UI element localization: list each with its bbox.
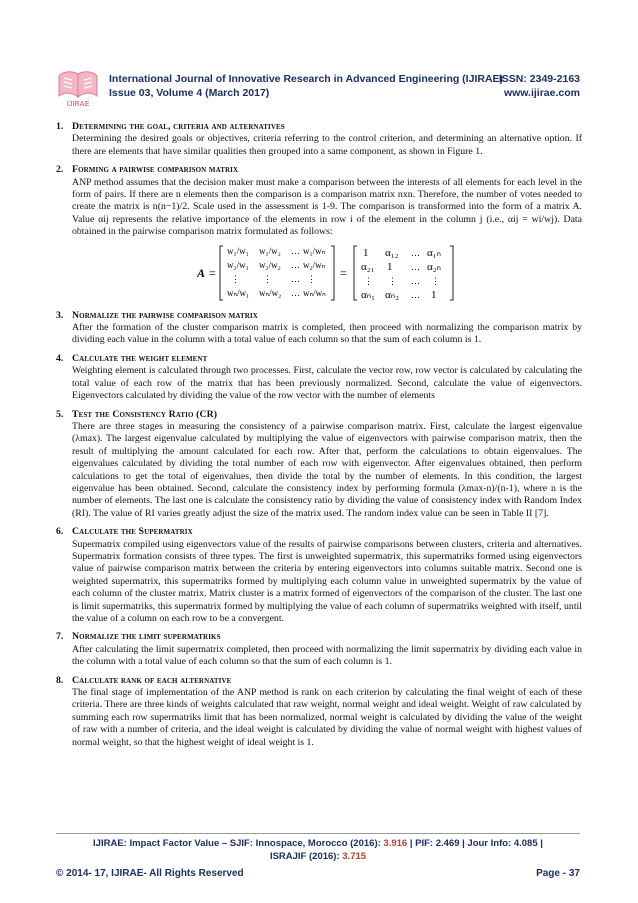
svg-text:…: …	[411, 275, 420, 286]
section-3	[56, 310, 582, 347]
svg-text:=: =	[209, 265, 216, 280]
svg-text:w₁/w₁: w₁/w₁	[227, 245, 249, 256]
svg-text:⋮: ⋮	[364, 275, 373, 286]
impact-factor-prefix: IJIRAE: Impact Factor Value – SJIF: Innospace, Morocco (2016):	[93, 838, 384, 849]
website-link[interactable]: www.ijirae.com	[503, 87, 580, 99]
section-body: The final stage of implementation of the ANP method is rank on each criterion by calculating the final weight of each of these criteria. There are three kinds of weights calculated that raw weight, normal weight and ideal weight. Weight of raw calculated by summing each row supermatriks limit that has been normalized, normal weight is calculated by dividing the value of the weight of raw with a number of criteria, and the ideal weight is calculated by dividing the value of normal weight with highest values of normal weight, so that the highest weight of ideal weight is 1.	[72, 687, 582, 748]
svg-text:w₂/w₂: w₂/w₂	[259, 259, 281, 270]
pairwise-matrix-equation	[72, 242, 582, 304]
page-number: Page - 37	[536, 868, 580, 879]
section-title: Normalize the pairwise comparison matrix	[72, 309, 258, 321]
section-number: 3.	[56, 309, 64, 321]
impact-factor-suffix: | PIF: 2.469 | Jour Info: 4.085 |	[407, 838, 543, 849]
section-title: Calculate the weight element	[72, 352, 208, 364]
svg-text:…: …	[291, 287, 300, 298]
svg-text:⋮: ⋮	[431, 275, 440, 286]
svg-text:α₁ₙ: α₁ₙ	[427, 246, 441, 259]
section-8	[56, 675, 582, 749]
svg-text:…: …	[411, 247, 420, 258]
israjif-line	[56, 851, 580, 862]
svg-text:w₁/w₂: w₁/w₂	[259, 245, 281, 256]
section-4	[56, 353, 582, 403]
section-title: Forming a pairwise comparison matrix	[72, 164, 239, 176]
section-body: ANP method assumes that the decision maker must make a comparison between the interests of all elements for each level in the form of pairs. If there are n elements then the comparison is a comparison matrix nxn. Therefore, the number of votes needed to create the matrix is n(n−1)/2. Scale used in the assessment is 1-9. The comparison is transformed into the form of a matrix A. Value αij represents the relative importance of the elements in row i of the element in the column j (i.e., αij = wi/wj). Data obtained in the pairwise comparison matrix formulated as follows:	[72, 176, 582, 238]
svg-text:wₙ/wₙ: wₙ/wₙ	[303, 287, 326, 298]
svg-text:…: …	[291, 273, 300, 284]
section-body: After calculating the limit supermatrix completed, then proceed with normalizing the limit supermatrix by dividing each value in the column with a total value of each column so that the sum of each column is 1.	[72, 643, 582, 668]
section-title: Determining the goal, criteria and alternatives	[72, 121, 285, 132]
svg-text:1: 1	[431, 288, 437, 301]
svg-text:w₂/w₁: w₂/w₁	[227, 259, 249, 270]
section-7	[56, 631, 582, 668]
section-body: After the formation of the cluster comparison matrix is completed, then proceed with normalizing the comparison matrix by dividing each value in the column with a total value of each column so that the sum of each column is 1.	[72, 322, 582, 346]
svg-text:IJIRAE: IJIRAE	[66, 101, 90, 108]
journal-logo	[56, 68, 100, 108]
sjif-value: 3.916	[383, 838, 408, 849]
svg-text:⋮: ⋮	[307, 273, 316, 284]
svg-text:⋮: ⋮	[263, 273, 272, 284]
svg-text:…: …	[291, 259, 300, 270]
svg-text:w₁/wₙ: w₁/wₙ	[303, 245, 326, 256]
section-body: Weighting element is calculated through two processes. First, calculate the vector row, row vector is calculated by calculating the total value of each row of the matrix that has been previously normalized. Second, calculate the value of eigenvectors. Eigenvectors calculated by dividing the value of the row vector with the number of elements	[72, 365, 582, 402]
svg-text:α₁₂: α₁₂	[385, 246, 399, 259]
svg-text:w₂/wₙ: w₂/wₙ	[303, 259, 326, 270]
svg-text:1: 1	[363, 246, 369, 259]
svg-text:⋮: ⋮	[388, 275, 397, 286]
section-5	[56, 409, 582, 521]
footer-divider	[56, 833, 580, 834]
svg-text:αₙ₂: αₙ₂	[385, 288, 399, 301]
section-body: There are three stages in measuring the consistency of a pairwise comparison matrix. First, calculate the largest eigenvalue (λmax). The largest eigenvalue calculated by multiplying the value of eigenvectors with pairwise comparison matrix, then the result of multiplying the amount calculated for each row. After that, perform the calculations to obtain eigenvalues. The eigenvalues calculated by dividing the total number of each row with eigenvector. After eigenvalues obtained, then perform calculations to get the total of eigenvalues, then divide the total by the number of elements. In this condition, the largest eigenvalue has been obtained. Second, calculate the consistency index by performing formula (λmax-n)/(n-1), where n is the number of elements. The last one is calculate the consistency ratio by dividing the value of consistency index with Random Index (RI). The value of RI varies greatly adjust the size of the matrix used. The random index value can be seen in Table II [7].	[72, 420, 582, 519]
svg-text:wₙ/w₁: wₙ/w₁	[227, 287, 250, 298]
issn: ISSN: 2349-2163	[498, 73, 580, 85]
svg-text:αₙ₁: αₙ₁	[361, 288, 375, 301]
svg-text:1: 1	[387, 260, 393, 273]
israjif-value: 3.715	[342, 851, 367, 862]
issue-info: Issue 03, Volume 4 (March 2017)	[109, 87, 270, 99]
section-title: Normalize the limit supermatriks	[72, 631, 221, 643]
svg-text:α₂ₙ: α₂ₙ	[427, 260, 441, 273]
svg-text:…: …	[291, 245, 300, 256]
copyright: © 2014- 17, IJIRAE- All Rights Reserved	[56, 868, 244, 879]
section-number: 6.	[56, 526, 64, 538]
impact-factor-line	[56, 838, 580, 849]
journal-title: International Journal of Innovative Research in Advanced Engineering (IJIRAE)	[109, 73, 504, 85]
section-number: 8.	[56, 674, 64, 686]
section-number: 4.	[56, 352, 64, 364]
svg-text:⋮: ⋮	[231, 273, 240, 284]
israjif-prefix: ISRAJIF (2016):	[269, 851, 343, 862]
section-number: 1.	[56, 121, 64, 132]
section-body: Supermatrix compiled using eigenvectors value of the results of pairwise comparisons between clusters, criteria and alternatives. Supermatrix formation consists of three types. The first is unweighted supermatrix, this supermatriks formed using eigenvectors value of pairwise comparison matrix between the criteria by entering eigenvectors into columns suitable matrix. Second one is weighted supermatrix, this supermatriks formed by multiplying each column value in unweighted supermatrix by the value of each column of the cluster matrix. Matrix cluster is a matrix formed of eigenvectors of the comparison of the cluster. The last one is limit supermatriks, this supermatrix formed by multiplying the value of each column of supermatriks weighted with itself, until the value of a column on each row to be a convergent.	[72, 538, 582, 624]
section-title: Test the Consistency Ratio (CR)	[72, 408, 218, 420]
section-body: Determining the desired goals or objectives, criteria referring to the control criterion, and determining an alternative option. If there are elements that have similar qualities then grouped into a same component, as shown in Figure 1.	[72, 133, 582, 157]
section-title: Calculate the Supermatrix	[72, 526, 193, 538]
svg-text:…: …	[411, 261, 420, 272]
svg-text:α₂₁: α₂₁	[361, 260, 375, 273]
svg-text:=: =	[340, 265, 347, 280]
section-1	[56, 121, 582, 158]
section-6	[56, 526, 582, 625]
section-number: 5.	[56, 408, 64, 420]
section-number: 7.	[56, 631, 64, 643]
section-number: 2.	[56, 164, 64, 176]
svg-text:A: A	[197, 265, 206, 280]
article-content	[56, 121, 582, 755]
svg-text:wₙ/w₂: wₙ/w₂	[259, 287, 282, 298]
section-title: Calculate rank of each alternative	[72, 674, 232, 686]
svg-text:…: …	[411, 289, 420, 300]
page-header	[56, 68, 580, 108]
section-2	[56, 164, 582, 303]
